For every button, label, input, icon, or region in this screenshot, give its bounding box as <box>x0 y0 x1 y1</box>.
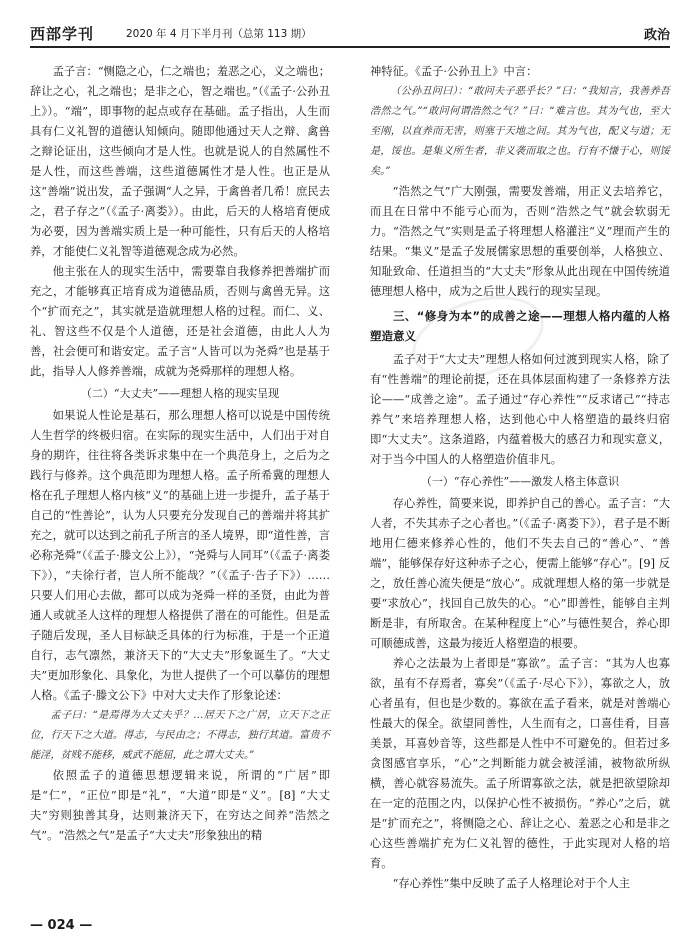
paragraph: “浩然之气”广大刚强，需要发善端，用正义去培养它，而且在日常中不能亏心而为，否则“浩然之气”就会软弱无力。“浩然之气”实则是孟子将理想人格灌注“义”理而产生的结果。“集义”是孟子发展儒家思想的重要创举，人格独立、知耻致命、任道担当的“大丈夫”形象从此出现在中国传统道德理想人格中，成为之后世人践行的现实呈现。 <box>370 185 670 298</box>
paragraph: 存心养性，简要来说，即养护自己的善心。孟子言：“大人者，不失其赤子之心者也。”（《孟子·离娄下》），君子是不断地用仁德来修养心性的，他们不失去自己的“善心”、“善端”，能够保存好这种赤子之心，便需上能够“存心”。[9] 反之，放任善心流失便是“放心”。成就理想人格的第一步就是要“求放心”，找回自己放失的心。“心”即善性，能够自主判断是非，有所取舍。在某种程度上“心”与德性契合，养心即可顺德成善，这最为接近人格塑造的根要。 <box>370 497 670 650</box>
subsection-heading: （一）“存心养性”——激发人格主体意识 <box>420 475 620 488</box>
subsection-heading: （二）“大丈夫”——理想人格的现实呈现 <box>80 387 280 400</box>
page-header <box>30 22 670 48</box>
paragraph: 他主张在人的现实生活中，需要靠自我修养把善端扩而充之，才能够真正培育成为道德品质，否则与禽兽无异。这个“扩而充之”，其实就是造就理想人格的过程。而仁、义、礼、智这些不仅是个人道德，还是社会道德，由此人人为善，社会便可和谐安定。孟子言“人皆可以为尧舜”也是基于此，指导人人修养善端，成就为尧舜那样的理想人格。 <box>30 265 330 378</box>
paragraph: 养心之法最为上者即是“寡欲”。孟子言：“其为人也寡欲，虽有不存焉者，寡矣”（《孟子·尽心下》），寡欲之人，放心者虽有，但也是少数的。寡欲在孟子看来，就是对善端心性最大的保全。欲望同善性，人生而有之，口喜佳肴，目喜美景，耳喜妙音等，这些都是人性中不可避免的。但若过多贪图感官享乐，“心”之判断能力就会被淫浦，被物欲所纵横，善心就容易流失。孟子所谓寡欲之法，就是把欲望除却在一定的范围之内，以保护心性不被损伤。“养心”之后，就是“扩而充之”，将恻隐之心、辞让之心、羞恶之心和是非之心这些善端扩充为仁义礼智的德性，于此实现对人格的培育。 <box>370 657 670 870</box>
paragraph: 依照孟子的道德思想逻辑来说，所谓的“广居”即是“仁”，“正位”即是“礼”，“大道”即是“义”。[8] “大丈夫”穷则独善其身，达则兼济天下，在穷达之间养“浩然之气”。“浩然之气”是孟子“大丈夫”形象独出的精 <box>30 769 330 842</box>
page-number: — 024 — <box>30 918 93 933</box>
left-column <box>30 62 330 846</box>
issue-info: 2020 年 4 月下半月刊（总第 113 期） <box>126 28 312 40</box>
block-quote: 孟子曰：“是焉得为大丈夫乎？…居天下之广居，立天下之正位，行天下之大道。得志，与民由之；不得志，独行其道。富贵不能淫，贫贱不能移，威武不能屈，此之谓大丈夫。” <box>30 710 330 761</box>
block-quote: （公孙丑问曰）：“敢问夫子恶乎长？”曰：“我知言，我善养吾浩然之气。”“敢问何谓浩然之气？”曰：“难言也。其为气也，至大至刚，以直养而无害，则塞于天地之间。其为气也，配义与道；无是，馁也。是集义所生者，非义袭而取之也。行有不慊于心，则馁矣。” <box>370 86 670 177</box>
paragraph: 孟子言：“恻隐之心，仁之端也；羞恶之心，义之端也；辞让之心，礼之端也；是非之心，智之端也。”（《孟子·公孙丑上》）。“端”，即事物的起点或存在基础。孟子指出，人生而具有仁义礼智的道德认知倾向。随即他通过天人之辩、禽兽之辩论证出，这些倾向才是人性。也就是说人的自然属性不是人性，而这些善端，这些道德属性才是人性。也正是从这“善端”说出发，孟子强调“人之异，于禽兽者几希！庶民去之，君子存之”（《孟子·离娄》）。由此，后天的人格培育便成为必要，因为善端实质上是一种可能性，只有后天的人格培养，才能使仁义礼智等道德观念成为必然。 <box>30 65 330 258</box>
section-heading: 三、“修身为本”的成善之途——理想人格内蕴的人格塑造意义 <box>370 309 670 343</box>
paragraph: “存心养性”集中反映了孟子人格理论对于个人主 <box>392 877 631 890</box>
paragraph: 如果说人性论是基石，那么理想人格可以说是中国传统人生哲学的终极归宿。在实际的现实生活中，人们出于对自身的期许，往往将各类诉求集中在一个典范身上，之后为之践行与修养。这个典范即为理想人格。孟子所希冀的理想人格在孔子理想人格内核“义”的基础上进一步提升，孟子基于自己的“性善论”，认为人只要充分发现自己的善端并将其扩充之，就可以达到之前孔子所言的圣人境界，即“道性善，言必称尧舜”（《孟子·滕文公上》），“尧舜与人同耳”（《孟子·离娄下》），“夫徐行者，岂人所不能哉？”（《孟子·告子下》）……只要人们用心去做，都可以成为尧舜一样的圣贤，由此为普通人或就圣人这样的理想人格提供了潜在的可能性。但是孟子随后发现，圣人目标缺乏具体的行为标准，于是一个正道自行，志气凛然，兼济天下的“大丈夫”形象诞生了。“大丈夫”更加形象化、具象化，为世人提供了一个可以摹仿的理想人格。《孟子·滕文公下》中对大丈夫作了形象论述： <box>30 409 330 702</box>
paragraph: 孟子对于“大丈夫”理想人格如何过渡到现实人格，除了有“性善端”的理论前提，还在具体层面构建了一条修养方法论——“成善之途”。孟子通过“存心养性”“反求诸己”“持志养气”来培养理想人格，达到他心中人格塑造的最终归宿即“大丈夫”。这条道路，内蕴着极大的感召力和现实意义，对于当今中国人的人格塑造价值非凡。 <box>370 353 670 466</box>
paragraph: 神特征。《孟子·公孙丑上》中言： <box>370 65 538 78</box>
section-tag: 政治 <box>643 28 670 43</box>
journal-name: 西部学刊 <box>30 25 95 43</box>
right-column <box>370 62 670 894</box>
